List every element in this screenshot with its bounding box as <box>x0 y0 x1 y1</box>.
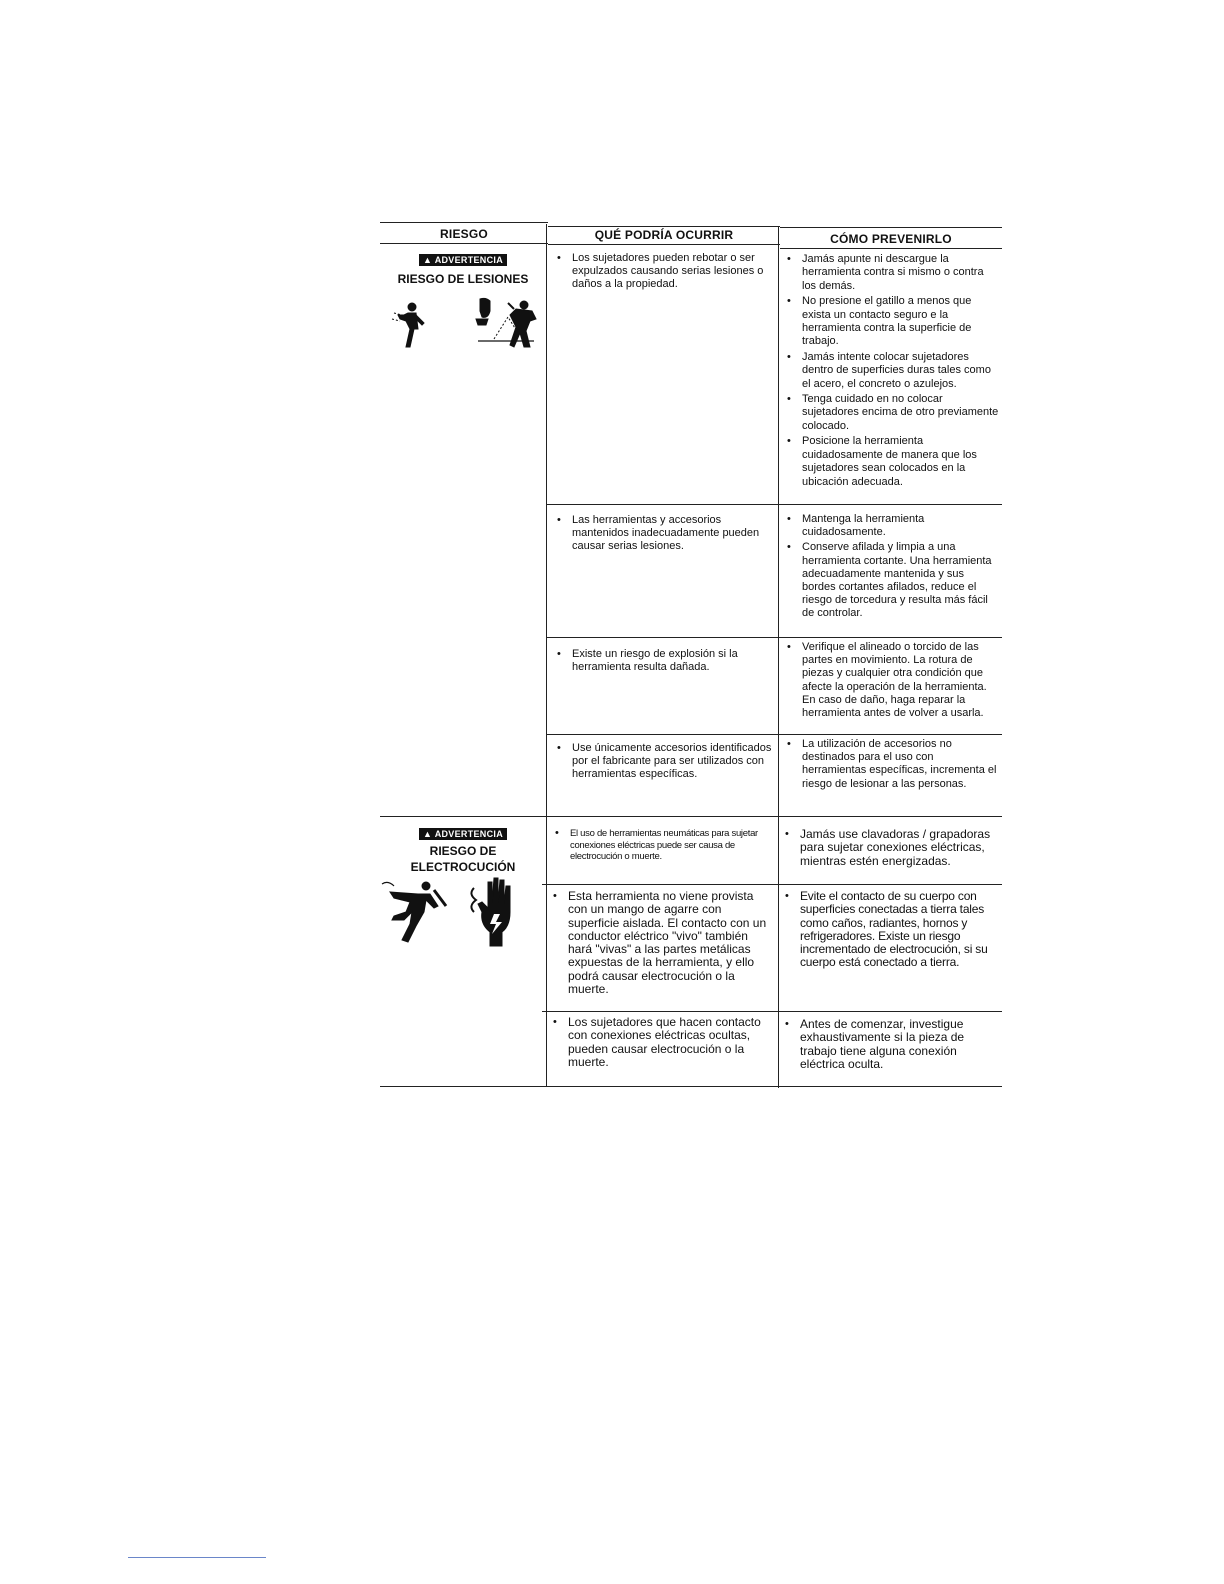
list-item: • Jamás use clavadoras / grapadoras para sujetar conexiones eléctricas, mientras estén energizadas. <box>782 828 1000 868</box>
column-header-what: QUÉ PODRÍA OCURRIR <box>594 228 734 242</box>
risk-title-line1: RIESGO DE <box>429 844 497 858</box>
how-cell <box>784 641 1002 722</box>
column-header-risk: RIESGO <box>440 227 488 241</box>
list-item: • Tenga cuidado en no colocar sujetadores encima de otro previamente colocado. <box>784 393 1000 433</box>
header-bottom-rule <box>780 248 1002 249</box>
list-item: • Verifique el alineado o torcido de las partes en movimiento. La rotura de piezas y cualquier otra condición que afecte la operación de la herramienta. En caso de daño, haga reparar la herramienta antes de volver a usarla. <box>784 641 1002 720</box>
warning-badge: ▲ ADVERTENCIA <box>419 828 507 840</box>
how-cell <box>784 738 998 793</box>
how-cell <box>784 253 1000 491</box>
row-divider <box>546 504 1002 505</box>
how-cell <box>782 828 1000 872</box>
row-divider <box>546 637 1002 638</box>
list-item: • Esta herramienta no viene provista con un mango de agarre con superficie aislada. El contacto con un conductor eléctrico "vivo" también hará "vivas" a las partes metálicas expuestas de la herramienta, y ello podrá causar electrocución o la muerte. <box>550 890 774 996</box>
warning-badge-label: ADVERTENCIA <box>434 255 503 265</box>
row-divider <box>542 1011 778 1012</box>
list-item: • Las herramientas y accesorios mantenidos inadecuadamente pueden causar serias lesiones. <box>554 514 764 554</box>
list-item: • Evite el contacto de su cuerpo con superficies conectadas a tierra tales como caños, radiantes, hornos y refrigeradores. Existe un riesgo incrementado de electrocución, si su cuerpo está conectado a tierra. <box>782 890 1002 970</box>
table-bottom-rule <box>380 1086 1002 1087</box>
header-top-rule <box>548 226 780 227</box>
risk-title: RIESGO DE LESIONES <box>397 272 529 286</box>
section-divider <box>380 816 1002 817</box>
list-item: • Jamás apunte ni descargue la herramienta contra si mismo o contra los demás. <box>784 253 1000 293</box>
column-divider <box>778 226 779 1088</box>
list-item: • La utilización de accesorios no destinados para el uso con herramientas específicas, incrementa el riesgo de lesionar a las personas. <box>784 738 998 791</box>
list-item: • No presione el gatillo a menos que exista un contacto seguro e la herramienta contra la superficie de trabajo. <box>784 295 1000 349</box>
list-item: • Antes de comenzar, investigue exhaustivamente si la pieza de trabajo tiene alguna conexión eléctrica oculta. <box>782 1018 1000 1071</box>
injury-pictograms-icon <box>390 297 540 357</box>
list-item: • Los sujetadores pueden rebotar o ser expulzados causando serias lesiones o daños a la propiedad. <box>554 252 774 292</box>
header-top-rule <box>380 222 548 223</box>
risk-title-line2: ELECTROCUCIÓN <box>410 860 516 874</box>
column-divider <box>546 224 547 1086</box>
list-item: • Conserve afilada y limpia a una herramienta cortante. Una herramienta adecuadamente mantenida y sus bordes cortantes afilados, reduce el riesgo de torcedura y resulta más fácil de controlar. <box>784 541 1000 620</box>
list-item: • Existe un riesgo de explosión si la herramienta resulta dañada. <box>554 648 764 674</box>
list-item: • Use únicamente accesorios identificados por el fabricante para ser utilizados con herramientas específicas. <box>554 742 774 782</box>
what-cell <box>552 828 774 867</box>
how-cell <box>782 1018 1000 1075</box>
electrocution-pictograms-icon <box>380 876 530 948</box>
header-bottom-rule <box>548 244 780 245</box>
row-divider <box>778 1011 1002 1012</box>
what-cell <box>550 890 774 1000</box>
list-item: • Jamás intente colocar sujetadores dentro de superficies duras tales como el acero, el concreto o azulejos. <box>784 351 1000 391</box>
margin-mark <box>128 1557 266 1558</box>
what-cell <box>554 514 764 558</box>
list-item: • Posicione la herramienta cuidadosamente de manera que los sujetadores sean colocados en la ubicación adecuada. <box>784 435 1000 489</box>
row-divider <box>542 884 1002 885</box>
warning-badge-label: ADVERTENCIA <box>434 829 503 839</box>
list-item: • El uso de herramientas neumáticas para sujetar conexiones eléctricas puede ser causa de electrocución o muerte. <box>552 828 774 863</box>
what-cell <box>554 742 774 786</box>
risk-injury-cell <box>380 250 546 286</box>
what-cell <box>554 252 774 296</box>
what-cell <box>550 1016 774 1073</box>
how-cell <box>784 513 1000 623</box>
row-divider <box>546 734 1002 735</box>
warning-badge: ▲ ADVERTENCIA <box>419 254 507 266</box>
list-item: • Mantenga la herramienta cuidadosamente. <box>784 513 1000 539</box>
list-item: • Los sujetadores que hacen contacto con conexiones eléctricas ocultas, pueden causar electrocución o la muerte. <box>550 1016 774 1069</box>
header-top-rule <box>780 227 1002 228</box>
risk-electrocution-cell <box>380 824 546 874</box>
header-bottom-rule <box>380 243 548 244</box>
what-cell <box>554 648 764 678</box>
column-header-how: CÓMO PREVENIRLO <box>830 232 952 246</box>
how-cell <box>782 890 1002 974</box>
